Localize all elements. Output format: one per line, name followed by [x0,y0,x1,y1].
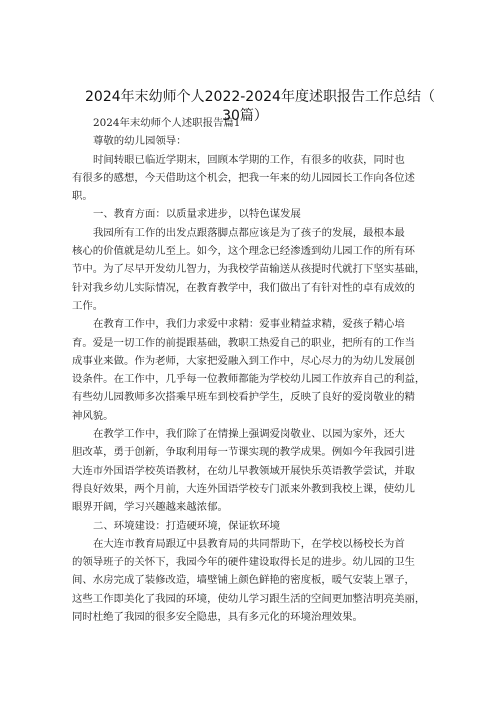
paragraph-line: 得良好效果，两个月前，大连外国语学校专门派来外教到我校上课，使幼儿 [72,482,415,495]
title-line-2: 30篇） [222,108,268,124]
paragraph-line: 在大连市教育局跟辽中县教育局的共同帮助下，在学校以杨校长为首 [93,537,405,550]
paragraph-line: 有很多的感想，今天借助这个机会，把我一年来的幼儿园园长工作向各位述 [72,171,415,184]
paragraph-line: 神风貌。 [72,409,114,422]
paragraph-line: 工作。 [72,299,104,312]
document-body [72,114,428,626]
paragraph-line: 时间转眼已临近学期末，回顾本学期的工作，有很多的收获，同时也 [93,153,405,166]
paragraph-line: 眼界开阔，学习兴趣越来越浓郁。 [72,501,228,514]
paragraph-line: 设条件。在工作中，几乎每一位教师都能为学校幼儿园工作放弃自己的利益， [72,373,426,386]
paragraph-line: 我园所有工作的出发点跟落脚点都应该是为了孩子的发展，最根本最 [93,226,405,239]
paragraph-line: 尊敬的幼儿园领导： [93,135,187,148]
title-line-1: 2024年末幼师个人2022-2024年度述职报告工作总结（ [85,89,435,105]
paragraph-line: 二、环境建设：打造硬环境，保证软环境 [93,519,281,532]
paragraph-line: 成事业来做。作为老师，大家把爱融入到工作中，尽心尽力的为幼儿发展创 [72,354,415,367]
paragraph-line: 在教育工作中，我们力求爱中求精：爱事业精益求精，爱孩子精心培 [93,318,405,331]
paragraph-line: 职。 [72,190,93,203]
paragraph-line: 针对我乡幼儿实际情况，在教育教学中，我们做出了有针对性的卓有成效的 [72,281,415,294]
paragraph-line: 核心的价值就是幼儿至上。如今，这个理念已经渗透到幼儿园工作的所有环 [72,245,415,258]
paragraph-line: 2024年末幼师个人述职报告篇1 [93,117,241,129]
paragraph-line: 节中。为了尽早开发幼儿智力，为我校学苗输送从孩提时代就打下坚实基础， [72,263,426,276]
paragraph-line: 有些幼儿园教师多次搭乘早班车到校看护学生，反映了良好的爱岗敬业的精 [72,391,415,404]
paragraph-line: 的领导班子的关怀下，我园今年的硬件建设取得长足的进步。幼儿园的卫生 [72,556,415,569]
paragraph-line: 在教学工作中，我们除了在情操上强调爱岗敬业、以园为家外，还大 [93,428,405,441]
paragraph-line: 育。爱是一切工作的前提跟基础，教职工热爱自己的职业，把所有的工作当 [72,336,415,349]
paragraph-line: 大连市外国语学校英语教材，在幼儿早教领域开展快乐英语教学尝试，并取 [72,464,415,477]
paragraph-line: 同时杜绝了我园的很多安全隐患，具有多元化的环境治理效果。 [72,611,363,624]
paragraph-line: 这些工作即美化了我园的环境，使幼儿学习跟生活的空间更加整洁明亮美丽， [72,592,426,605]
paragraph-line: 胆改革，勇于创新，争取利用每一节课实现的教学成果。例如今年我园引进 [72,446,415,459]
paragraph-line: 一、教育方面：以质量求进步，以特色谋发展 [93,208,301,221]
paragraph-line: 间、水房完成了装修改造，墙壁铺上颜色鲜艳的密度板，暖气安装上罩子， [72,574,415,587]
